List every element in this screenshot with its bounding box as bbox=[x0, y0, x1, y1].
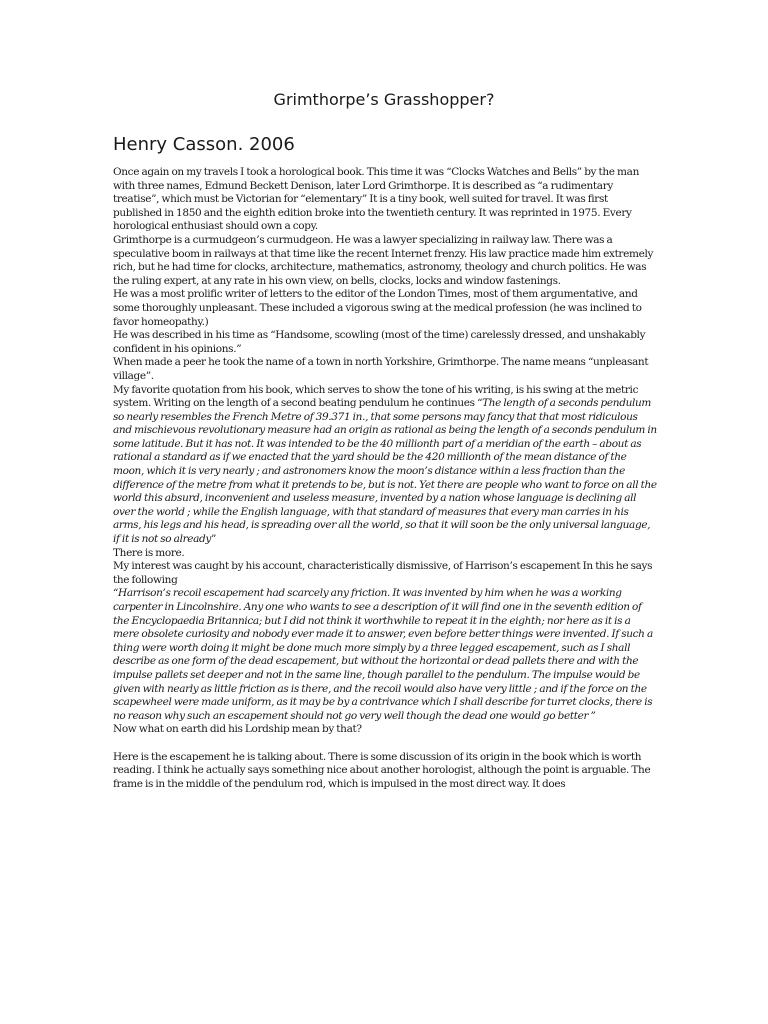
paragraph-harrison-quotation bbox=[113, 587, 658, 723]
paragraph-peerage: When made a peer he took the name of a town in north Yorkshire, Grimthorpe. The name means “unpleasant village”. bbox=[113, 356, 649, 382]
paragraph-harrison-intro: My interest was caught by his account, characteristically dismissive, of Harrison’s escapement In this he says the following bbox=[113, 560, 653, 586]
harrison-quotation-text: “Harrison’s recoil escapement had scarcely any friction. It was invented by him when he was a working carpenter in Lincolnshire. Any one who wants to see a description of it will find one in the seventh edition of the Encyclopaedia Britannica; but I did not think it worthwhile to repeat it in the eighth; nor here as it is a mere obsolete curiosity and nobody ever made it to answer, even before better things were invented. If such a thing were worth doing it might be done much more simply by a three legged escapement, such as I shall describe as one form of the dead escapement, but without the horizontal or dead pallets there and with the impulse pallets set deeper and not in the same line, though parallel to the pendulum. The impulse would be given with nearly as little friction as is there, and the recoil would also have very little ; and if the force on the scapewheel were made uniform, as it may be by a contrivance which I shall describe for turret clocks, there is no reason why such an escapement should not go very well though the dead one would go better ” bbox=[113, 587, 653, 722]
author-date-heading: Henry Casson. 2006 bbox=[113, 134, 295, 155]
paragraph-escapement: Here is the escapement he is talking about. There is some discussion of its origin in the book which is worth reading. I think he actually says something nice about another horologist, although the point is arguable. The frame is in the middle of the pendulum rod, which is impulsed in the most direct way. It does bbox=[113, 750, 651, 790]
metric-quotation-text: The length of a seconds pendulum so nearly resembles the French Metre of 39.371 in., that some persons may fancy that that most ridiculous and mischievous revolutionary measure had an origin as rational as being the length of a seconds pendulum in some latitude. But it has not. It was intended to be the 40 millionth part of a meridian of the earth – about as rational a standard as if we enacted that the yard should be the 420 millionth of the mean distance of the moon, which it is very nearly ; and astronomers know the moon’s distance within a less fraction than the difference of the metre from what it pretends to be, but is not. Yet there are people who want to force on all the world this absurd, inconvenient and useless measure, invented by a nation whose language is declining all over the world ; while the English language, with that standard of measures that every man carries in his arms, his legs and his head, is spreading over all the world, so that it will soon be the only universal language, if it is not so already bbox=[113, 397, 657, 546]
paragraph-metric-quotation bbox=[113, 384, 658, 547]
document-body bbox=[113, 166, 658, 791]
document-title: Grimthorpe’s Grasshopper? bbox=[273, 90, 495, 109]
paragraph-description: He was described in his time as “Handsome, scowling (most of the time) carelessly dressed, and unshakably confident in his opinions.” bbox=[113, 329, 646, 355]
metric-quotation-intro: My favorite quotation from his book, which serves to show the tone of his writing, is his swing at the metric system. Writing on the length of a second beating pendulum he continues “ bbox=[113, 383, 639, 410]
paragraph-spacer bbox=[113, 737, 658, 751]
paragraph-intro: Once again on my travels I took a horological book. This time it was “Clocks Watches and Bells” by the man with three names, Edmund Beckett Denison, later Lord Grimthorpe. It is described as “a rudimentary treatise”, which must be Victorian for “elementary” It is a tiny book, well suited for travel. It was first published in 1850 and the eighth edition broke into the twentieth century. It was reprinted in 1975. Every horological enthusiast should own a copy. bbox=[113, 166, 639, 233]
metric-quotation-close: ” bbox=[211, 533, 217, 546]
paragraph-letters: He was a most prolific writer of letters to the editor of the London Times, most of them argumentative, and some thoroughly unpleasant. These included a vigorous swing at the medical profession (he was inclined to favor homeopathy.) bbox=[113, 288, 642, 328]
paragraph-question: Now what on earth did his Lordship mean by that? bbox=[113, 723, 362, 736]
paragraph-biography: Grimthorpe is a curmudgeon’s curmudgeon. He was a lawyer specializing in railway law. There was a speculative boom in railways at that time like the recent Internet frenzy. His law practice made him extremely rich, but he had time for clocks, architecture, mathematics, astronomy, theology and church politics. He was the ruling expert, at any rate in his own view, on bells, clocks, locks and window fastenings. bbox=[113, 233, 654, 287]
paragraph-more: There is more. bbox=[113, 546, 185, 559]
